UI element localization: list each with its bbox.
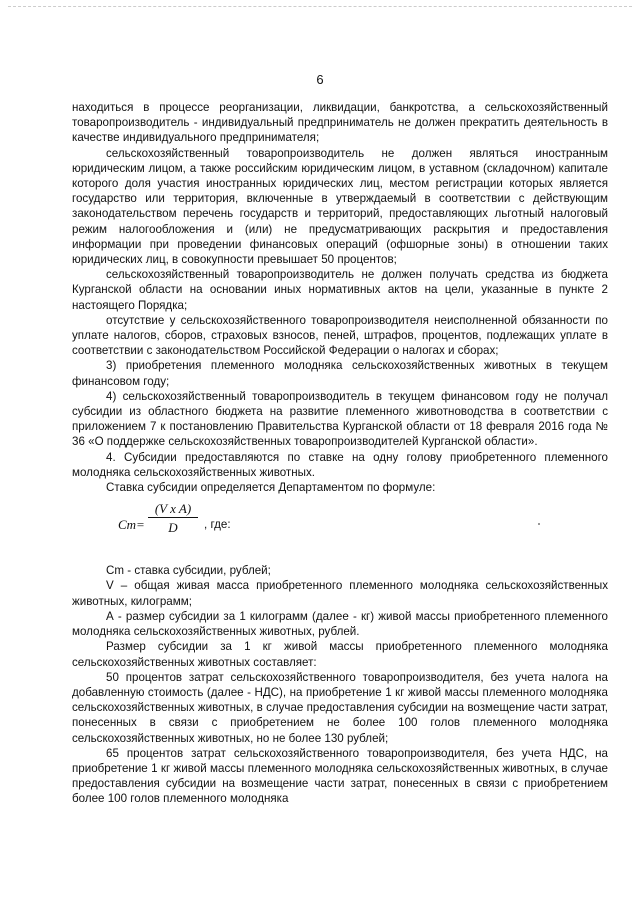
scan-speck: [538, 523, 540, 525]
paragraph-tax-obligations: отсутствие у сельскохозяйственного товаропроизводителя неисполненной обязанности по уплате налогов, сборов, страховых взносов, пеней, штрафов, процентов, подлежащих уплате в соответствии с законодательством Российской Федерации о налогах и сборах;: [72, 313, 608, 358]
paragraph-budget-funds: сельскохозяйственный товаропроизводитель не должен получать средства из бюджета Курганской области на основании иных нормативных актов на цели, указанные в пункте 2 настоящего Порядка;: [72, 268, 608, 312]
definition-v: V – общая живая масса приобретенного племенного молодняка сельскохозяйственных животных, килограмм;: [72, 579, 608, 608]
formula-lhs: Cm=: [118, 517, 145, 533]
document-body: [72, 100, 608, 807]
paragraph-50-percent: 50 процентов затрат сельскохозяйственного товаропроизводителя, без учета налога на добавленную стоимость (далее - НДС), на приобретение 1 кг живой массы племенного молодняка сельскохозяйственных животных, в случае предоставления субсидии на возмещение части затрат, понесенных в связи с приобретением не более 100 голов племенного молодняка сельскохозяйственных животных, но не более 130 рублей;: [72, 670, 608, 745]
definition-a: А - размер субсидии за 1 килограмм (далее - кг) живой массы приобретенного племенного молодняка сельскохозяйственных животных, рублей.: [72, 609, 608, 639]
paragraph-rate-size: Размер субсидии за 1 кг живой массы приобретенного племенного молодняка сельскохозяйственных животных составляет:: [72, 640, 608, 669]
definition-cm: Cm - ставка субсидии, рублей;: [106, 564, 271, 578]
paragraph-foreign-entity: сельскохозяйственный товаропроизводитель не должен являться иностранным юридическим лицом, а также российским юридическим лицом, в уставном (складочном) капитале которого доля участия иностранных юридических лиц, местом регистрации которых является государство или территория, включенные в утверждаемый в соответствии с действующим законодательством перечень государств и территорий, предоставляющих льготный налоговый режим налогообложения и (или) не предусматривающих раскрытия и предоставления информации при проведении финансовых операций (офшорные зоны) в отношении таких юридических лиц, в совокупности превышает 50 процентов;: [72, 146, 608, 267]
paragraph-reorganization: находиться в процессе реорганизации, ликвидации, банкротства, а сельскохозяйственный товаропроизводитель - индивидуальный предприниматель не должен прекратить деятельность в качестве индивидуального предпринимателя;: [72, 101, 608, 145]
paragraph-item-4: 4) сельскохозяйственный товаропроизводитель в текущем финансовом году не получал субсидии из областного бюджета на развитие племенного животноводства в соответствии с приложением 7 к постановлению Правительства Курганской области от 18 февраля 2016 года № 36 «О поддержке сельскохозяйственных товаропроизводителей Курганской области».: [72, 389, 608, 449]
formula-suffix: , где:: [204, 518, 231, 532]
subsidy-formula: [118, 501, 608, 553]
formula-denominator: D: [168, 520, 178, 536]
formula-numerator: (V x A): [148, 501, 198, 518]
paragraph-65-percent: 65 процентов затрат сельскохозяйственного товаропроизводителя, без учета НДС, на приобретение 1 кг живой массы племенного молодняка сельскохозяйственных животных, в случае предоставления субсидии на возмещение части затрат, понесенных в связи с приобретением более 100 голов племенного молодняка: [72, 746, 608, 806]
paragraph-item-3: 3) приобретения племенного молодняка сельскохозяйственных животных в текущем финансовом году;: [72, 359, 608, 388]
formula-fraction: [148, 501, 198, 535]
paragraph-clause-4: 4. Субсидии предоставляются по ставке на одну голову приобретенного племенного молодняка сельскохозяйственных животных.: [72, 450, 608, 479]
paragraph-rate-intro: Ставка субсидии определяется Департаментом по формуле:: [106, 481, 436, 495]
page-number: 6: [316, 72, 324, 87]
scan-top-edge: [8, 6, 632, 7]
